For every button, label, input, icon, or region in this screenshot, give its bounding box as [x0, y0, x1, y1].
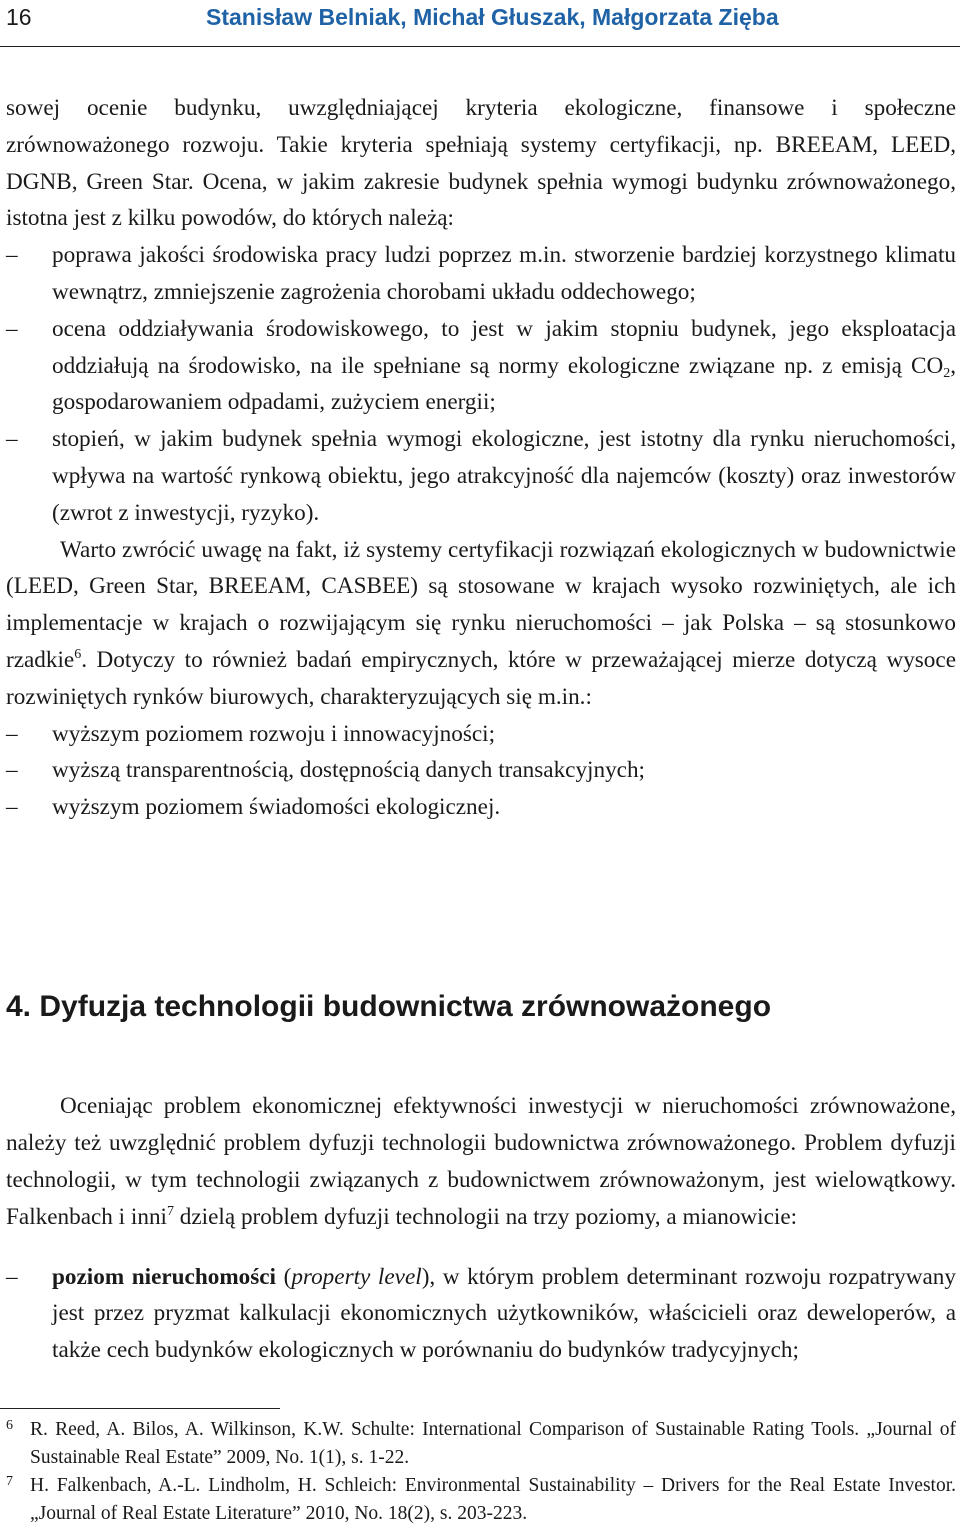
footnote-divider [0, 1408, 280, 1409]
list-item-text: wyższą transparentnością, dostępnością danych transakcyjnych; [52, 757, 646, 784]
footnote-number: 6 [6, 1418, 13, 1433]
section-heading: 4. Dyfuzja technologii budownictwa zrównoważonego [6, 990, 772, 1023]
list-item [6, 716, 956, 753]
paragraph [6, 1088, 956, 1235]
footnote-reference: 6 [74, 646, 82, 662]
list-item-text: stopień, w jakim budynek spełnia wymogi ekologiczne, jest istotny dla rynku nieruchomości, wpływa na wartość rynkową obiektu, jego atrakcyjność dla najemców (koszty) oraz inwestorów (zwrot z inwestycji, ryzyko). [52, 426, 956, 526]
running-head-authors: Stanisław Belniak, Michał Głuszak, Małgorzata Zięba [206, 4, 779, 30]
section-body [6, 1065, 956, 1369]
characteristics-list [6, 716, 956, 826]
paragraph-text: . Dotyczy to również badań empirycznych, które w przeważającej mierze dotyczą wysoce rozwiniętych rynków biurowych, charakteryzujących się m.in.: [6, 646, 956, 710]
subscript: 2 [943, 365, 951, 381]
list-item-text: wyższym poziomem świadomości ekologicznej. [52, 794, 501, 821]
paragraph [6, 532, 956, 716]
list-item [6, 789, 956, 826]
paragraph-text: dzielą problem dyfuzji technologii na trzy poziomy, a mianowicie: [174, 1203, 798, 1230]
list-item [6, 311, 956, 421]
italic-term: property level [291, 1263, 422, 1290]
footnote-text: H. Falkenbach, A.-L. Lindholm, H. Schleich: Environmental Sustainability – Drivers for the Real Estate Investor. „Journal of Real Estate Literature” 2010, No. 18(2), s. 203-223. [30, 1475, 956, 1524]
levels-list [6, 1259, 956, 1369]
paren-open: ( [276, 1263, 292, 1290]
list-item [6, 237, 956, 311]
dash-bullet: – [6, 1263, 18, 1290]
list-item [6, 752, 956, 789]
body-text [6, 90, 956, 826]
list-item-text: ocena oddziaływania środowiskowego, to jest w jakim stopniu budynek, jego eksploatacja oddziałują na środowisko, na ile spełniane są normy ekologiczne związane np. z emisją CO [52, 315, 956, 379]
list-item [6, 1259, 956, 1369]
footnote-reference: 7 [167, 1203, 174, 1219]
dash-bullet: – [6, 315, 18, 342]
bold-term: poziom nieruchomości [52, 1263, 276, 1290]
dash-bullet: – [6, 242, 18, 269]
list-item-text: wyższym poziomem rozwoju i innowacyjności; [52, 720, 496, 747]
footnote [6, 1416, 956, 1472]
reasons-list [6, 237, 956, 531]
page-header [0, 0, 960, 47]
intro-paragraph: sowej ocenie budynku, uwzględniającej kryteria ekologiczne, finansowe i społeczne zrównoważonego rozwoju. Takie kryteria spełniają systemy certyfikacji, np. BREEAM, LEED, DGNB, Green Star. Ocena, w jakim zakresie budynek spełnia wymogi budynku zrównoważonego, istotna jest z kilku powodów, do których należą: [6, 95, 956, 232]
dash-bullet: – [6, 720, 18, 747]
dash-bullet: – [6, 426, 18, 453]
list-item-text: ), w którym problem determinant rozwoju rozpatrywany jest przez pryzmat kalkulacji ekonomicznych użytkowników, właścicieli oraz deweloperów, a także cech budynków ekologicznych w porównaniu do budynków tradycyjnych; [52, 1263, 956, 1364]
footnote [6, 1472, 956, 1528]
paragraph-text: Warto zwrócić uwagę na fakt, iż systemy certyfikacji rozwiązań ekologicznych w budownictwie (LEED, Green Star, BREEAM, CASBEE) są stosowane w krajach wysoko rozwiniętych, ale ich implementacje w krajach o rozwijającym się rynku nieruchomości – jak Polska – są stosunkowo rzadkie [6, 536, 956, 673]
dash-bullet: – [6, 757, 18, 784]
list-item-text: poprawa jakości środowiska pracy ludzi poprzez m.in. stworzenie bardziej korzystnego klimatu wewnątrz, zmniejszenie zagrożenia chorobami układu oddechowego; [52, 242, 956, 305]
list-item [6, 421, 956, 531]
footnotes [6, 1416, 956, 1528]
dash-bullet: – [6, 794, 18, 821]
list-item-text: , gospodarowaniem odpadami, zużyciem energii; [52, 352, 956, 416]
page-number: 16 [6, 4, 32, 30]
footnote-number: 7 [6, 1474, 13, 1489]
paragraph-text: Oceniając problem ekonomicznej efektywności inwestycji w nieruchomości zrównoważone, należy też uwzględnić problem dyfuzji technologii budownictwa zrównoważonego. Problem dyfuzji technologii, w tym technologii związanych z budownictwem zrównoważonym, jest wielowątkowy. Falkenbach i inni [6, 1093, 956, 1230]
footnote-text: R. Reed, A. Bilos, A. Wilkinson, K.W. Schulte: International Comparison of Sustainable Rating Tools. „Journal of Sustainable Real Estate” 2009, No. 1(1), s. 1-22. [30, 1419, 956, 1468]
